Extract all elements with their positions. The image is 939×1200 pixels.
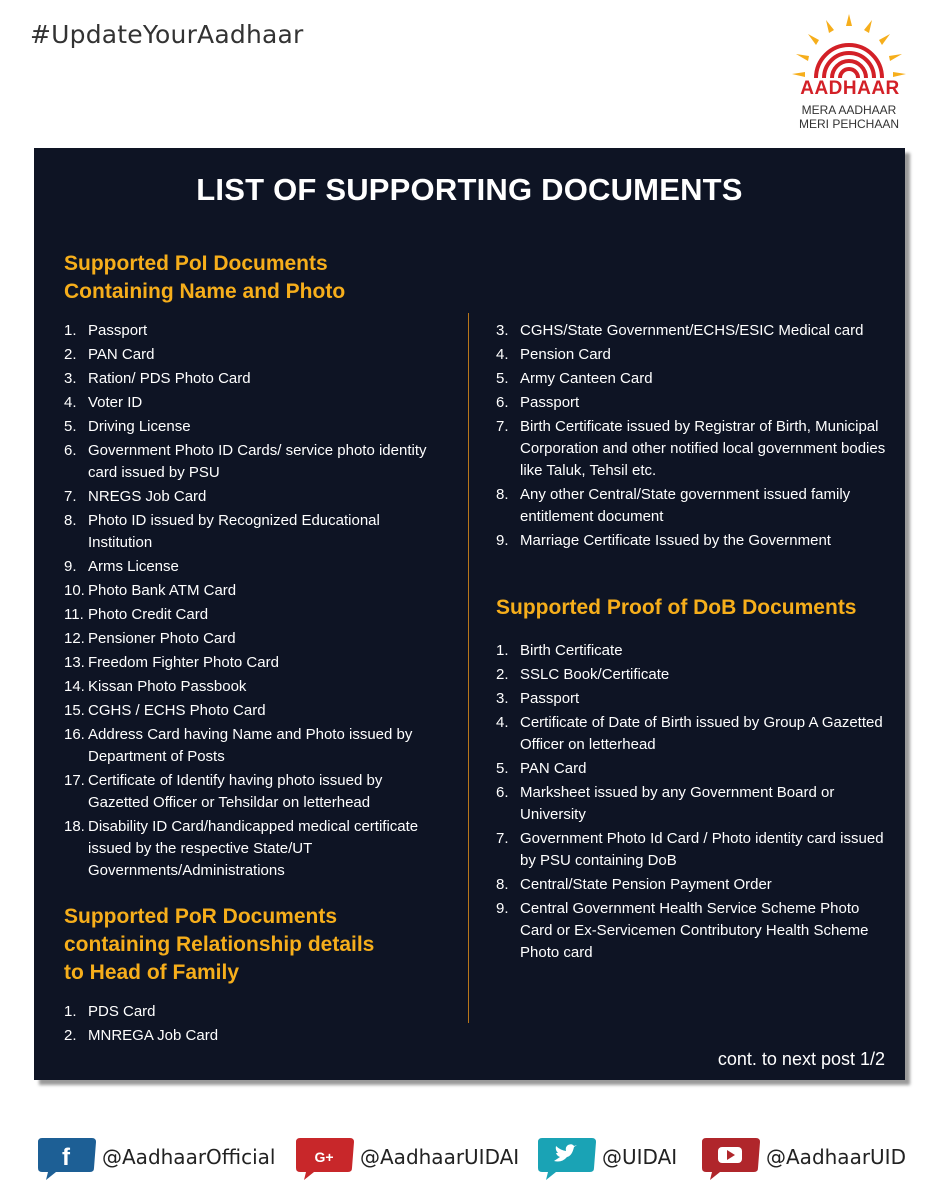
list-item-number: 2. (64, 1027, 77, 1044)
list-item-text: Passport (520, 394, 580, 411)
list-item-text: Certificate of Date of Birth issued by Group A Gazetted Officer on letterhead (520, 714, 883, 753)
list-item-number: 8. (496, 876, 509, 893)
social-handle: @AadhaarOfficial (102, 1145, 276, 1169)
list-item (496, 758, 886, 780)
por-list-part-2 (496, 320, 886, 554)
list-item-number: 15. (64, 702, 85, 719)
list-item-number: 2. (64, 346, 77, 363)
svg-text:f: f (62, 1144, 70, 1171)
list-item (496, 712, 886, 756)
list-item-number: 4. (64, 394, 77, 411)
list-item-number: 1. (64, 322, 77, 339)
list-item (496, 874, 886, 896)
list-item (64, 344, 444, 366)
list-item-number: 16. (64, 726, 85, 743)
list-item-number: 18. (64, 818, 85, 835)
poi-heading-line-1: Supported PoI Documents (64, 252, 328, 275)
list-item-text: Ration/ PDS Photo Card (88, 370, 251, 387)
list-item (496, 416, 886, 482)
list-item-text: Any other Central/State government issued family entitlement document (520, 486, 851, 525)
list-item-number: 5. (496, 370, 509, 387)
list-item-text: Government Photo Id Card / Photo identity card issued by PSU containing DoB (520, 830, 884, 869)
tagline-line-2: MERI PEHCHAAN (798, 117, 899, 131)
por-heading-line-3: to Head of Family (64, 961, 240, 984)
list-item-number: 1. (64, 1003, 77, 1020)
list-item (64, 676, 444, 698)
list-item-number: 6. (496, 394, 509, 411)
list-item-number: 9. (64, 558, 77, 575)
list-item-text: Government Photo ID Cards/ service photo identity card issued by PSU (88, 442, 427, 481)
list-item-number: 13. (64, 654, 85, 671)
list-item-number: 4. (496, 346, 509, 363)
google-plus-icon (294, 1134, 354, 1180)
list-item-text: Passport (520, 690, 580, 707)
list-item-text: Pension Card (520, 346, 611, 363)
list-item-text: Voter ID (88, 394, 143, 411)
list-item (496, 530, 886, 552)
list-item (64, 510, 444, 554)
list-item-text: Passport (88, 322, 148, 339)
list-item-text: MNREGA Job Card (88, 1027, 219, 1044)
por-list-part-1 (64, 1001, 444, 1049)
list-item-text: PAN Card (520, 760, 587, 777)
list-item-text: Arms License (88, 558, 179, 575)
list-item-number: 3. (496, 690, 509, 707)
list-item-text: Address Card having Name and Photo issued by Department of Posts (88, 726, 413, 765)
social-facebook[interactable] (36, 1132, 276, 1182)
list-item-text: Army Canteen Card (520, 370, 653, 387)
aadhaar-logo (786, 12, 912, 136)
list-item-number: 10. (64, 582, 85, 599)
list-item (64, 320, 444, 342)
tagline-line-1: MERA AADHAAR (801, 103, 897, 117)
list-item-number: 4. (496, 714, 509, 731)
list-item-text: Marksheet issued by any Government Board or University (520, 784, 835, 823)
list-item (496, 782, 886, 826)
list-item-text: Photo Bank ATM Card (88, 582, 237, 599)
list-item (496, 664, 886, 686)
list-item-number: 7. (64, 488, 77, 505)
list-item-number: 14. (64, 678, 85, 695)
list-item (496, 688, 886, 710)
list-item-text: NREGS Job Card (88, 488, 207, 505)
social-google-plus[interactable] (294, 1132, 519, 1182)
list-item-text: Photo ID issued by Recognized Educational Institution (88, 512, 380, 551)
hashtag: #UpdateYourAadhaar (30, 20, 304, 49)
list-item (64, 416, 444, 438)
poi-heading (64, 250, 345, 306)
list-item-text: Pensioner Photo Card (88, 630, 236, 647)
poi-list (64, 320, 444, 884)
list-item (64, 700, 444, 722)
list-item (64, 580, 444, 602)
list-item-number: 9. (496, 900, 509, 917)
list-item-number: 9. (496, 532, 509, 549)
list-item (496, 828, 886, 872)
por-heading (64, 903, 374, 987)
list-item-text: Photo Credit Card (88, 606, 209, 623)
list-item-number: 2. (496, 666, 509, 683)
page-title: LIST OF SUPPORTING DOCUMENTS (196, 172, 743, 207)
list-item (496, 484, 886, 528)
social-handle: @AadhaarUID (766, 1145, 906, 1169)
list-item-number: 3. (496, 322, 509, 339)
logo-tagline (786, 103, 912, 131)
twitter-icon (536, 1134, 596, 1180)
list-item-text: Driving License (88, 418, 191, 435)
list-item (64, 1025, 444, 1047)
list-item-number: 5. (64, 418, 77, 435)
list-item (64, 440, 444, 484)
social-handle: @AadhaarUIDAI (360, 1145, 520, 1169)
list-item-number: 12. (64, 630, 85, 647)
list-item-text: CGHS/State Government/ECHS/ESIC Medical card (520, 322, 864, 339)
aadhaar-wordmark: AADHAAR (800, 78, 900, 99)
list-item (496, 344, 886, 366)
list-item (64, 392, 444, 414)
list-item (496, 898, 886, 964)
social-twitter[interactable] (536, 1132, 677, 1182)
list-item-number: 7. (496, 418, 509, 435)
continuation-note: cont. to next post 1/2 (717, 1049, 885, 1069)
list-item-text: Birth Certificate issued by Registrar of Birth, Municipal Corporation and other notified local government bodies like Taluk, Tehsil etc. (520, 418, 886, 479)
list-item-number: 6. (64, 442, 77, 459)
list-item-text: Central Government Health Service Scheme Photo Card or Ex-Servicemen Contributory Health Scheme Photo card (520, 900, 869, 961)
list-item-number: 8. (64, 512, 77, 529)
por-heading-line-1: Supported PoR Documents (64, 905, 338, 928)
list-item (64, 604, 444, 626)
list-item-number: 1. (496, 642, 509, 659)
list-item-text: SSLC Book/Certificate (520, 666, 670, 683)
list-item (64, 486, 444, 508)
list-item-number: 8. (496, 486, 509, 503)
list-item-text: PDS Card (88, 1003, 156, 1020)
list-item-number: 7. (496, 830, 509, 847)
por-heading-line-2: containing Relationship details (64, 933, 375, 956)
list-item (64, 770, 444, 814)
facebook-icon (36, 1134, 96, 1180)
list-item (64, 816, 444, 882)
dob-list (496, 640, 886, 966)
list-item (64, 652, 444, 674)
list-item-text: PAN Card (88, 346, 155, 363)
list-item-number: 11. (64, 606, 84, 623)
list-item (64, 724, 444, 768)
list-item (496, 320, 886, 342)
list-item (64, 628, 444, 650)
youtube-icon (700, 1134, 760, 1180)
list-item-number: 5. (496, 760, 509, 777)
social-youtube[interactable] (700, 1132, 906, 1182)
social-handle: @UIDAI (602, 1145, 678, 1169)
list-item-number: 6. (496, 784, 509, 801)
list-item-text: Disability ID Card/handicapped medical certificate issued by the respective State/UT Governments/Administrations (88, 818, 419, 879)
list-item (64, 1001, 444, 1023)
list-item-text: Central/State Pension Payment Order (520, 876, 772, 893)
list-item-number: 17. (64, 772, 85, 789)
documents-panel (34, 148, 905, 1080)
dob-heading: Supported Proof of DoB Documents (496, 596, 857, 619)
list-item-text: CGHS / ECHS Photo Card (88, 702, 266, 719)
list-item (64, 556, 444, 578)
list-item-text: Birth Certificate (520, 642, 623, 659)
svg-text:G+: G+ (314, 1149, 334, 1165)
column-divider (468, 313, 469, 1023)
list-item (64, 368, 444, 390)
list-item-text: Marriage Certificate Issued by the Government (520, 532, 831, 549)
list-item-text: Freedom Fighter Photo Card (88, 654, 279, 671)
list-item-text: Certificate of Identify having photo issued by Gazetted Officer or Tehsildar on letterhead (88, 772, 383, 811)
aadhaar-sun-fingerprint-icon (786, 12, 912, 82)
list-item-number: 3. (64, 370, 77, 387)
list-item (496, 368, 886, 390)
list-item (496, 640, 886, 662)
list-item (496, 392, 886, 414)
poi-heading-line-2: Containing Name and Photo (64, 280, 346, 303)
list-item-text: Kissan Photo Passbook (88, 678, 247, 695)
